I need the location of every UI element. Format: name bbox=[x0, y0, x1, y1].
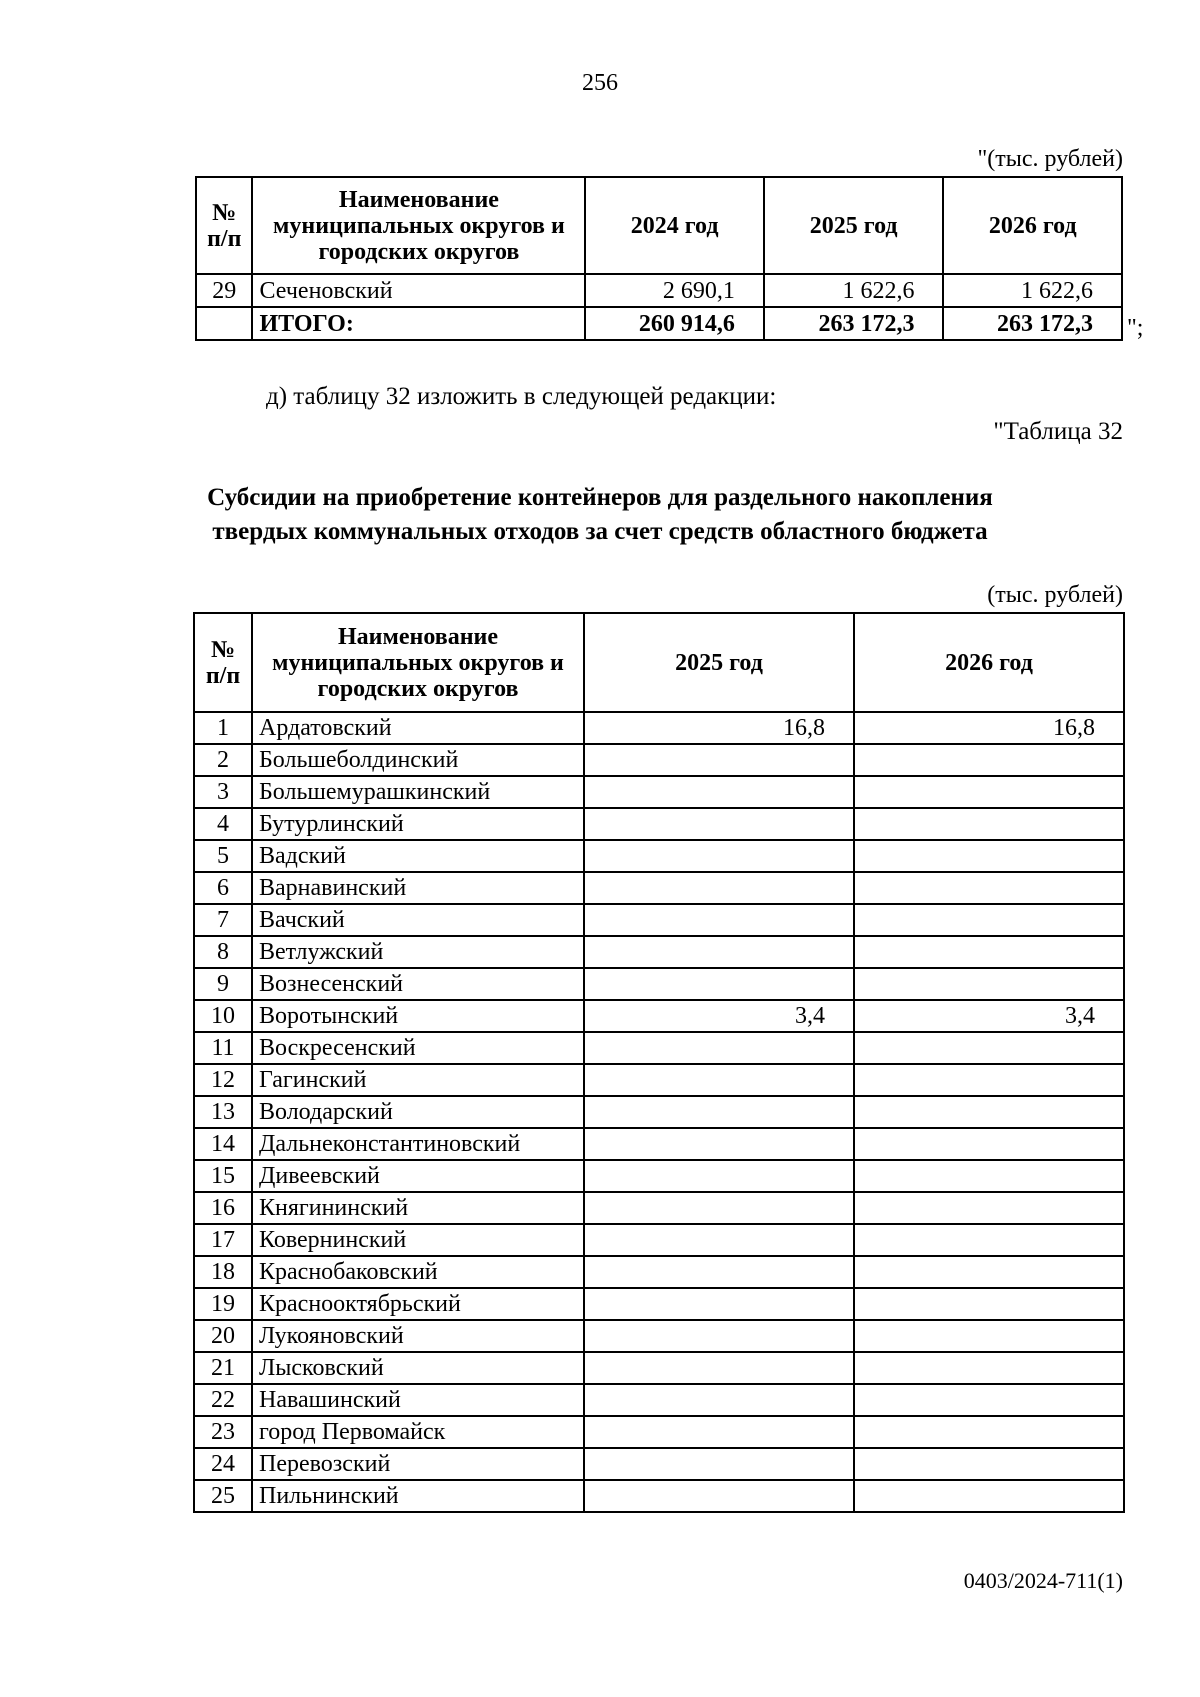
table-row bbox=[194, 1128, 1124, 1160]
total-number-empty bbox=[196, 307, 252, 340]
table-row bbox=[194, 1000, 1124, 1032]
row-value-2025 bbox=[584, 872, 854, 904]
total-2026: 263 172,3 bbox=[943, 307, 1122, 340]
row-number: 14 bbox=[194, 1128, 252, 1160]
row-value-2025 bbox=[584, 840, 854, 872]
row-value-2026 bbox=[854, 872, 1124, 904]
row-number: 5 bbox=[194, 840, 252, 872]
row-number: 4 bbox=[194, 808, 252, 840]
row-value-2026 bbox=[854, 808, 1124, 840]
row-value-2026 bbox=[854, 1352, 1124, 1384]
row-value-2025 bbox=[584, 1160, 854, 1192]
row-value-2025 bbox=[584, 1256, 854, 1288]
col-header-2026: 2026 год bbox=[854, 613, 1124, 712]
table-title-line-2: твердых коммунальных отходов за счет средств областного бюджета bbox=[212, 518, 988, 545]
row-number: 24 bbox=[194, 1448, 252, 1480]
row-value-2026 bbox=[854, 1064, 1124, 1096]
table-row bbox=[194, 1096, 1124, 1128]
row-number: 22 bbox=[194, 1384, 252, 1416]
table-row bbox=[194, 1160, 1124, 1192]
row-value-2026 bbox=[854, 1256, 1124, 1288]
row-name: Воротынский bbox=[252, 1000, 584, 1032]
row-name: Пильнинский bbox=[252, 1480, 584, 1512]
row-value-2025 bbox=[584, 1096, 854, 1128]
row-value-2026 bbox=[854, 968, 1124, 1000]
table-row bbox=[194, 1352, 1124, 1384]
table-row bbox=[194, 968, 1124, 1000]
row-value-2026 bbox=[854, 1320, 1124, 1352]
row-name: Большеболдинский bbox=[252, 744, 584, 776]
row-name: Вачский bbox=[252, 904, 584, 936]
row-value-2026 bbox=[854, 1096, 1124, 1128]
table-title-line-1: Субсидии на приобретение контейнеров для раздельного накопления bbox=[207, 484, 993, 511]
row-value-2026 bbox=[854, 1224, 1124, 1256]
col-header-name: Наименование муниципальных округов и городских округов bbox=[252, 613, 584, 712]
table-row bbox=[194, 1224, 1124, 1256]
subsidy-table bbox=[193, 612, 1125, 1513]
row-name: Большемурашкинский bbox=[252, 776, 584, 808]
row-value-2026 bbox=[854, 1384, 1124, 1416]
table-row bbox=[196, 274, 1122, 307]
row-name: Краснооктябрьский bbox=[252, 1288, 584, 1320]
total-label: ИТОГО: bbox=[252, 307, 585, 340]
row-value-2026: 3,4 bbox=[854, 1000, 1124, 1032]
row-name: Воскресенский bbox=[252, 1032, 584, 1064]
row-value-2025: 16,8 bbox=[584, 712, 854, 744]
row-number: 16 bbox=[194, 1192, 252, 1224]
row-number: 19 bbox=[194, 1288, 252, 1320]
subsidy-table-body bbox=[194, 712, 1124, 1512]
table-row bbox=[194, 1480, 1124, 1512]
row-number: 1 bbox=[194, 712, 252, 744]
row-value-2026 bbox=[854, 1128, 1124, 1160]
table-title bbox=[0, 481, 1200, 549]
row-value-2025 bbox=[584, 1224, 854, 1256]
col-header-2025: 2025 год bbox=[764, 177, 944, 274]
row-value-2026 bbox=[854, 1032, 1124, 1064]
row-name: Вознесенский bbox=[252, 968, 584, 1000]
row-number: 8 bbox=[194, 936, 252, 968]
row-name: Ардатовский bbox=[252, 712, 584, 744]
row-value-2025 bbox=[584, 744, 854, 776]
row-name: Ковернинский bbox=[252, 1224, 584, 1256]
row-value-2025 bbox=[584, 1384, 854, 1416]
table-row bbox=[194, 1448, 1124, 1480]
row-value-2025 bbox=[584, 1352, 854, 1384]
row-number: 7 bbox=[194, 904, 252, 936]
row-value-2025: 3,4 bbox=[584, 1000, 854, 1032]
row-value-2025 bbox=[584, 1192, 854, 1224]
table-row bbox=[194, 1256, 1124, 1288]
row-value-2026 bbox=[854, 1160, 1124, 1192]
row-value-2026 bbox=[854, 776, 1124, 808]
row-value-2026: 1 622,6 bbox=[943, 274, 1122, 307]
table-row bbox=[194, 1032, 1124, 1064]
col-header-2025: 2025 год bbox=[584, 613, 854, 712]
row-value-2025 bbox=[584, 904, 854, 936]
row-name: город Первомайск bbox=[252, 1416, 584, 1448]
row-number: 10 bbox=[194, 1000, 252, 1032]
row-number: 20 bbox=[194, 1320, 252, 1352]
table-row bbox=[194, 1416, 1124, 1448]
allocation-table-continued bbox=[195, 176, 1123, 341]
row-number: 15 bbox=[194, 1160, 252, 1192]
total-row bbox=[196, 307, 1122, 340]
table-row bbox=[194, 936, 1124, 968]
table-row bbox=[194, 1192, 1124, 1224]
row-value-2025 bbox=[584, 1064, 854, 1096]
instruction-text: д) таблицу 32 изложить в следующей редакции: bbox=[266, 383, 777, 410]
table1-unit-label: "(тыс. рублей) bbox=[977, 146, 1123, 172]
total-2025: 263 172,3 bbox=[764, 307, 944, 340]
row-name: Гагинский bbox=[252, 1064, 584, 1096]
row-value-2025 bbox=[584, 1480, 854, 1512]
row-name: Вадский bbox=[252, 840, 584, 872]
table-row bbox=[194, 744, 1124, 776]
row-name: Дальнеконстантиновский bbox=[252, 1128, 584, 1160]
col-header-2026: 2026 год bbox=[943, 177, 1122, 274]
row-number: 18 bbox=[194, 1256, 252, 1288]
closing-quote: "; bbox=[1127, 315, 1144, 341]
row-name: Дивеевский bbox=[252, 1160, 584, 1192]
table-row bbox=[194, 1384, 1124, 1416]
row-name: Княгининский bbox=[252, 1192, 584, 1224]
table-row bbox=[194, 1320, 1124, 1352]
table-row bbox=[194, 840, 1124, 872]
row-value-2026 bbox=[854, 1480, 1124, 1512]
row-value-2026 bbox=[854, 936, 1124, 968]
row-number: 3 bbox=[194, 776, 252, 808]
table-row bbox=[194, 1064, 1124, 1096]
row-value-2026 bbox=[854, 904, 1124, 936]
row-number: 12 bbox=[194, 1064, 252, 1096]
row-name: Краснобаковский bbox=[252, 1256, 584, 1288]
row-value-2026 bbox=[854, 840, 1124, 872]
table-label: "Таблица 32 bbox=[993, 418, 1123, 445]
row-value-2025 bbox=[584, 1032, 854, 1064]
total-2024: 260 914,6 bbox=[585, 307, 764, 340]
row-value-2025 bbox=[584, 808, 854, 840]
row-value-2026 bbox=[854, 1416, 1124, 1448]
document-code: 0403/2024-711(1) bbox=[963, 1568, 1123, 1593]
row-value-2026 bbox=[854, 1448, 1124, 1480]
table2-unit-label: (тыс. рублей) bbox=[987, 582, 1123, 608]
col-header-number: № п/п bbox=[194, 613, 252, 712]
col-header-name: Наименование муниципальных округов и городских округов bbox=[252, 177, 585, 274]
table-row bbox=[194, 904, 1124, 936]
page-number: 256 bbox=[582, 70, 618, 96]
row-number: 25 bbox=[194, 1480, 252, 1512]
row-value-2026 bbox=[854, 1288, 1124, 1320]
row-value-2025 bbox=[584, 776, 854, 808]
row-value-2025 bbox=[584, 1416, 854, 1448]
row-value-2025 bbox=[584, 1128, 854, 1160]
row-name: Сеченовский bbox=[252, 274, 585, 307]
row-number: 2 bbox=[194, 744, 252, 776]
row-value-2025 bbox=[584, 968, 854, 1000]
row-value-2025 bbox=[584, 1288, 854, 1320]
row-name: Володарский bbox=[252, 1096, 584, 1128]
row-number: 21 bbox=[194, 1352, 252, 1384]
table-row bbox=[194, 776, 1124, 808]
row-name: Бутурлинский bbox=[252, 808, 584, 840]
col-header-number: № п/п bbox=[196, 177, 252, 274]
row-number: 9 bbox=[194, 968, 252, 1000]
row-name: Лысковский bbox=[252, 1352, 584, 1384]
row-name: Лукояновский bbox=[252, 1320, 584, 1352]
row-name: Варнавинский bbox=[252, 872, 584, 904]
row-number: 6 bbox=[194, 872, 252, 904]
row-value-2025: 1 622,6 bbox=[764, 274, 944, 307]
row-value-2025 bbox=[584, 1320, 854, 1352]
row-name: Ветлужский bbox=[252, 936, 584, 968]
row-number: 23 bbox=[194, 1416, 252, 1448]
col-header-2024: 2024 год bbox=[585, 177, 764, 274]
row-number: 11 bbox=[194, 1032, 252, 1064]
row-name: Перевозский bbox=[252, 1448, 584, 1480]
row-value-2024: 2 690,1 bbox=[585, 274, 764, 307]
table-row bbox=[194, 808, 1124, 840]
row-value-2026: 16,8 bbox=[854, 712, 1124, 744]
row-value-2025 bbox=[584, 1448, 854, 1480]
row-number: 13 bbox=[194, 1096, 252, 1128]
row-value-2026 bbox=[854, 744, 1124, 776]
row-number: 17 bbox=[194, 1224, 252, 1256]
table-row bbox=[194, 872, 1124, 904]
row-value-2025 bbox=[584, 936, 854, 968]
table-row bbox=[194, 1288, 1124, 1320]
table-row bbox=[194, 712, 1124, 744]
row-number: 29 bbox=[196, 274, 252, 307]
row-name: Навашинский bbox=[252, 1384, 584, 1416]
row-value-2026 bbox=[854, 1192, 1124, 1224]
